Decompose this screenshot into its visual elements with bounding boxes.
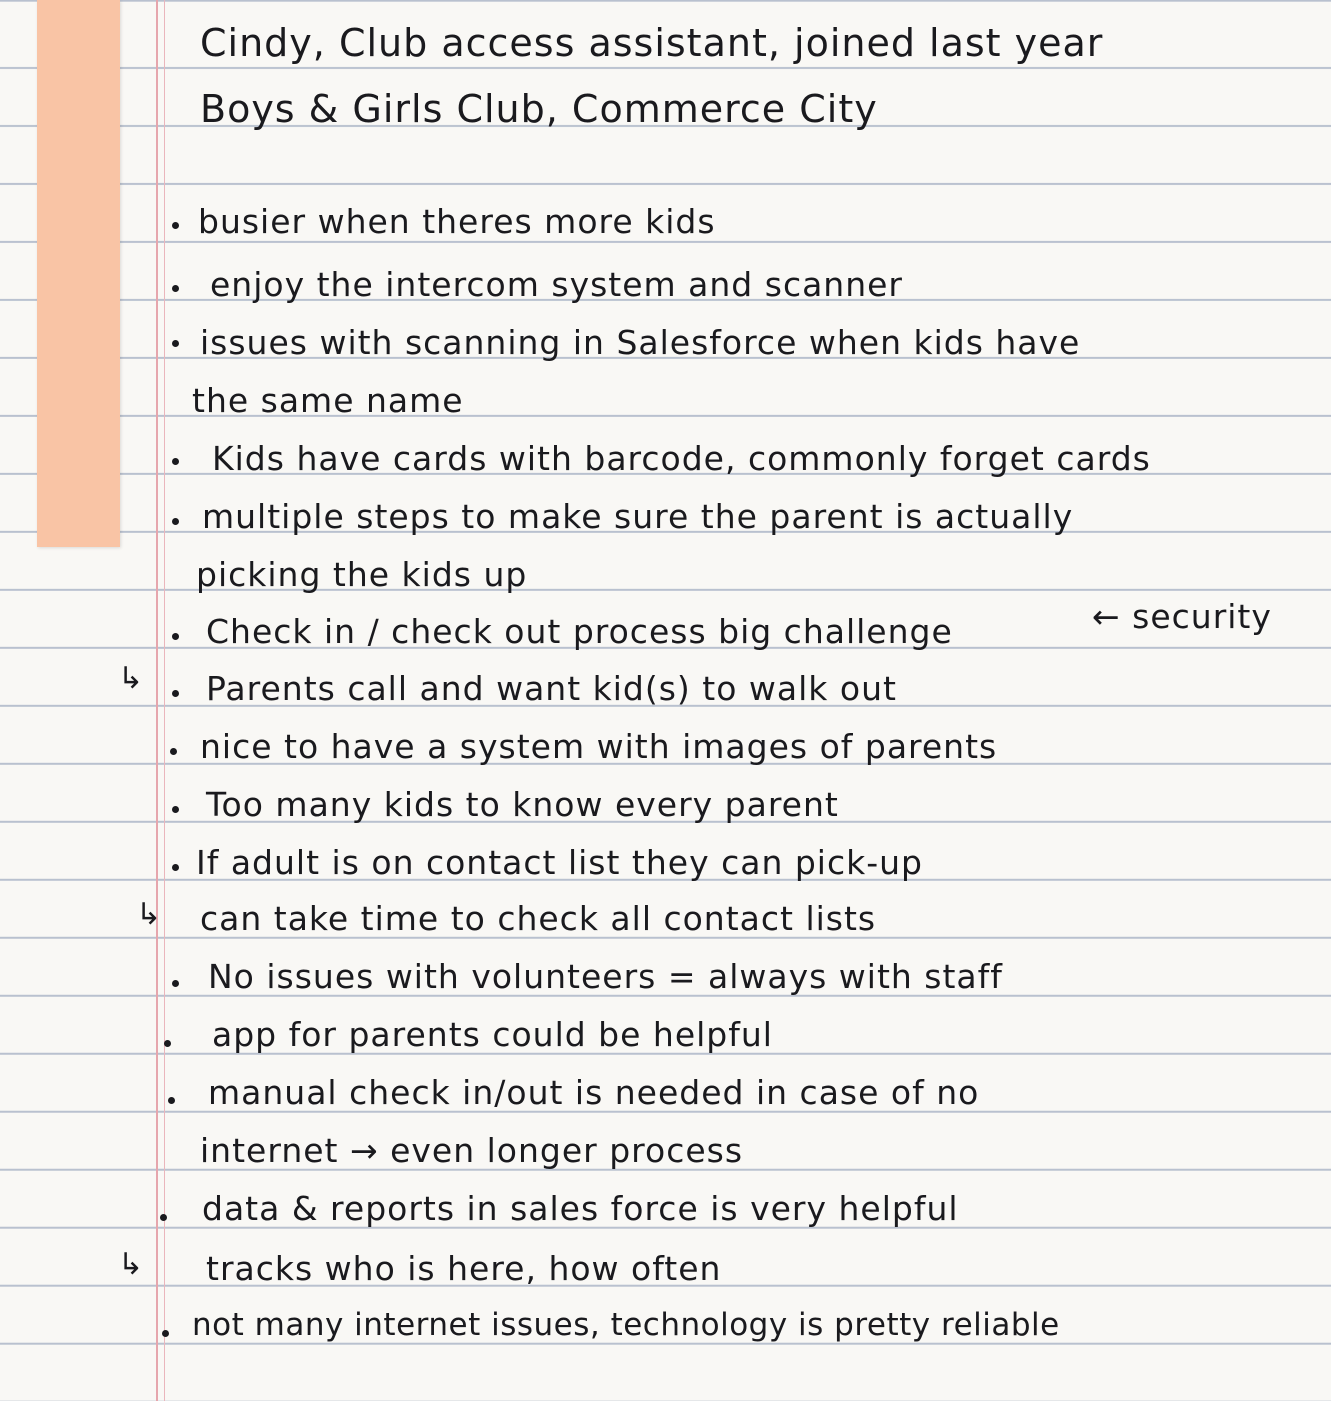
bullet — [172, 633, 179, 640]
arrow-icon: ↳ — [118, 1247, 144, 1282]
bullet — [168, 1097, 175, 1104]
bullet — [172, 458, 179, 465]
note-line: tracks who is here, how often — [206, 1249, 722, 1288]
header-line-1: Cindy, Club access assistant, joined last year — [200, 21, 1104, 65]
margin-line-inner — [164, 0, 165, 1401]
arrow-icon: ↳ — [136, 897, 162, 932]
note-line: nice to have a system with images of parents — [200, 727, 998, 766]
note-line: not many internet issues, technology is pretty reliable — [192, 1307, 1060, 1343]
bullet — [172, 285, 179, 292]
note-line: Parents call and want kid(s) to walk out — [206, 669, 897, 708]
bullet — [172, 340, 179, 347]
note-line: the same name — [192, 381, 464, 420]
note-line: app for parents could be helpful — [212, 1015, 773, 1054]
header-line-2: Boys & Girls Club, Commerce City — [200, 87, 878, 131]
security-annotation: ← security — [1092, 597, 1272, 636]
bullet — [160, 1214, 167, 1221]
bullet — [162, 1330, 169, 1337]
note-line: internet → even longer process — [200, 1131, 744, 1170]
note-line: multiple steps to make sure the parent is actually — [202, 497, 1074, 536]
note-line: issues with scanning in Salesforce when kids have — [200, 323, 1081, 362]
note-line: No issues with volunteers = always with staff — [208, 957, 1003, 996]
bullet — [172, 980, 179, 987]
bullet — [172, 864, 179, 871]
arrow-icon: ↳ — [118, 661, 144, 696]
note-line: Too many kids to know every parent — [206, 785, 839, 824]
note-line: busier when theres more kids — [198, 202, 716, 241]
note-line: enjoy the intercom system and scanner — [210, 265, 904, 304]
note-line: picking the kids up — [196, 555, 528, 594]
margin-line — [156, 0, 158, 1401]
bullet — [172, 518, 179, 525]
bullet — [164, 1040, 171, 1047]
note-line: manual check in/out is needed in case of no — [208, 1073, 980, 1112]
note-line: If adult is on contact list they can pick-up — [196, 843, 923, 882]
bullet — [172, 806, 179, 813]
bullet — [170, 748, 177, 755]
note-line: data & reports in sales force is very helpful — [202, 1189, 959, 1228]
sticky-note-tab — [37, 0, 120, 547]
bullet — [172, 222, 179, 229]
note-line: can take time to check all contact lists — [200, 899, 877, 938]
note-line: Kids have cards with barcode, commonly forget cards — [212, 439, 1151, 478]
note-line: Check in / check out process big challenge — [206, 612, 953, 651]
bullet — [172, 690, 179, 697]
